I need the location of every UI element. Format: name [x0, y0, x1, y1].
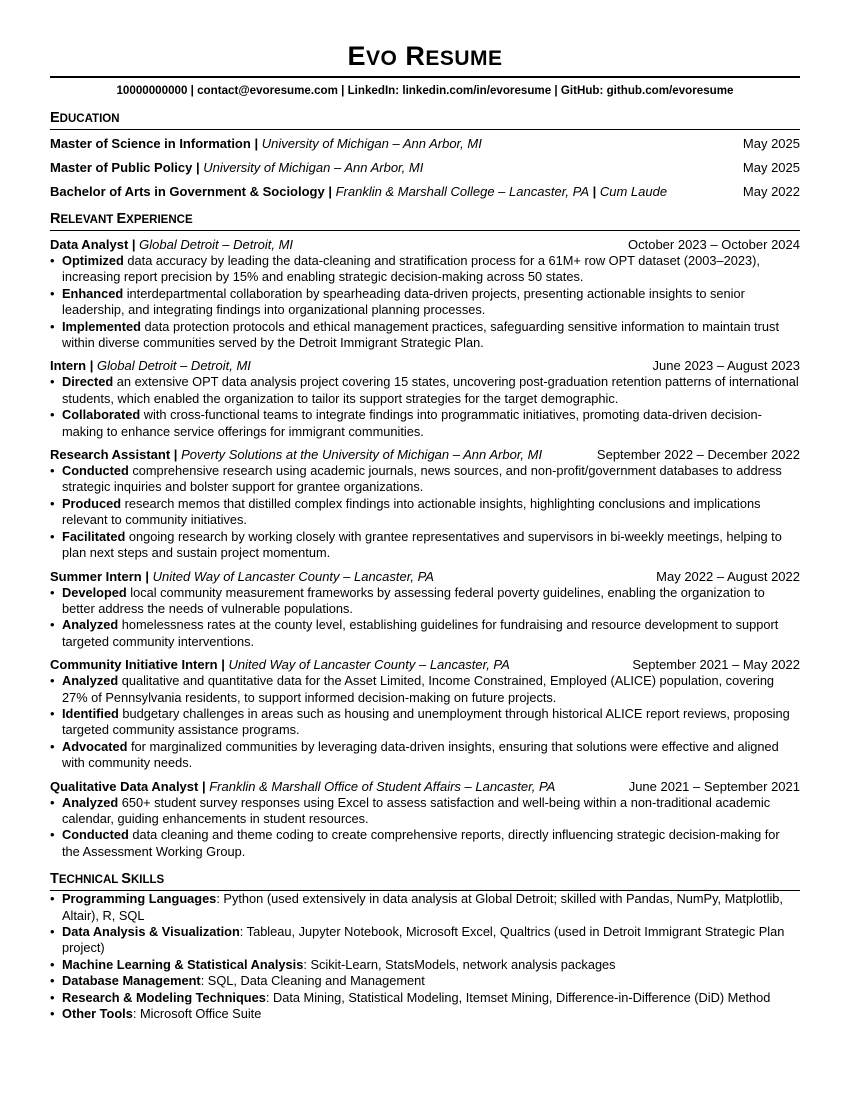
job-role: Summer Intern — [50, 568, 142, 584]
job-header: Intern | Global Detroit – Detroit, MI June 2023 – August 2023 — [50, 358, 800, 374]
job-bullet: • Conducted comprehensive research using academic journals, news sources, and non-profit/government databases to address strategic inquiries and bolster support for grantee organizations. — [50, 463, 800, 496]
job-role: Qualitative Data Analyst — [50, 778, 199, 794]
contact-line: 10000000000 | contact@evoresume.com | LinkedIn: linkedin.com/in/evoresume | GitHub: github.com/evoresume — [116, 84, 734, 97]
job-org: United Way of Lancaster County – Lancaster, PA — [228, 657, 510, 673]
job-date: June 2023 – August 2023 — [652, 358, 800, 374]
education-date: May 2022 — [742, 184, 800, 199]
skills-heading: TECHNICAL SKILLS — [50, 870, 800, 891]
job-entry — [50, 447, 800, 561]
school: University of Michigan – Ann Arbor, MI — [261, 136, 482, 151]
job-header: Data Analyst | Global Detroit – Detroit, MI October 2023 – October 2024 — [50, 237, 800, 252]
job-header: Research Assistant | Poverty Solutions at the University of Michigan – Ann Arbor, MI September 2022 – December 2022 — [50, 447, 800, 463]
resume-page — [50, 40, 800, 1022]
job-org: Franklin & Marshall Office of Student Affairs – Lancaster, PA — [209, 778, 556, 794]
school: Franklin & Marshall College – Lancaster, PA — [335, 184, 589, 199]
job-bullets — [50, 673, 800, 771]
honors: Cum Laude — [599, 184, 668, 199]
job-bullets — [50, 795, 800, 861]
education-list — [50, 136, 800, 200]
job-bullet: • Analyzed qualitative and quantitative data for the Asset Limited, Income Constrained, Employed (ALICE) population, covering 27% of Pennsylvania residents, to support informed decision-making on future projects. — [50, 673, 800, 706]
job-bullet: • Facilitated ongoing research by working closely with grantee representatives and supervisors in bi-weekly meetings, helping to plan next steps and sustain project momentum. — [50, 529, 800, 562]
job-role: Community Initiative Intern — [50, 657, 218, 673]
job-bullet: • Directed an extensive OPT data analysis project covering 15 states, uncovering post-graduation retention patterns of international students, which enabled the organization to tailor its support strategies for the target demographic. — [50, 374, 800, 407]
job-bullet: • Produced research memos that distilled complex findings into actionable insights, highlighting conclusions and implications relevant to community initiatives. — [50, 496, 800, 529]
degree: Master of Science in Information — [50, 136, 251, 151]
job-bullet: • Optimized data accuracy by leading the data-cleaning and stratification process for a 61M+ row OPT dataset (2003–2023), increasing report precision by 15% and enabling strategic decision-making across 50 states. — [50, 253, 800, 286]
job-bullets — [50, 585, 800, 651]
education-entry: Master of Science in Information | University of Michigan – Ann Arbor, MI May 2025 — [50, 136, 800, 151]
job-org: Global Detroit – Detroit, MI — [139, 237, 294, 252]
job-date: September 2021 – May 2022 — [632, 657, 800, 673]
skill-item: • Research & Modeling Techniques: Data Mining, Statistical Modeling, Itemset Mining, Difference-in-Difference (DiD) Method — [50, 990, 800, 1006]
skill-item: • Machine Learning & Statistical Analysis: Scikit-Learn, StatsModels, network analysis packages — [50, 957, 800, 973]
job-date: May 2022 – August 2022 — [656, 568, 800, 584]
job-bullet: • Analyzed 650+ student survey responses using Excel to assess satisfaction and well-being within a non-traditional academic calendar, guiding enhancements in student resources. — [50, 795, 800, 828]
job-bullet: • Developed local community measurement frameworks by assessing federal poverty guidelines, enabling the organization to better address the needs of vulnerable populations. — [50, 585, 800, 618]
degree: Bachelor of Arts in Government & Sociology — [50, 184, 325, 199]
job-entry — [50, 237, 800, 351]
education-heading: EDUCATION — [50, 109, 800, 130]
job-role: Data Analyst — [50, 237, 129, 252]
job-header: Community Initiative Intern | United Way of Lancaster County – Lancaster, PA September 2021 – May 2022 — [50, 657, 800, 673]
job-header: Qualitative Data Analyst | Franklin & Marshall Office of Student Affairs – Lancaster, PA June 2021 – September 2021 — [50, 778, 800, 794]
degree: Master of Public Policy — [50, 160, 193, 175]
job-bullets — [50, 253, 800, 351]
header-rule — [50, 76, 800, 78]
job-entry — [50, 657, 800, 771]
resume-name: EVO RESUME — [347, 41, 503, 71]
job-date: October 2023 – October 2024 — [627, 237, 800, 252]
job-bullet: • Advocated for marginalized communities by leveraging data-driven insights, ensuring that solutions were effective and aligned with community needs. — [50, 739, 800, 772]
education-entry: Master of Public Policy | University of Michigan – Ann Arbor, MI May 2025 — [50, 160, 800, 175]
experience-list — [50, 237, 800, 860]
skill-item: • Other Tools: Microsoft Office Suite — [50, 1006, 800, 1022]
job-date: June 2021 – September 2021 — [628, 778, 800, 794]
job-entry — [50, 779, 800, 861]
job-bullet: • Conducted data cleaning and theme coding to create comprehensive reports, directly influencing strategic decision-making for the Assessment Working Group. — [50, 827, 800, 860]
job-role: Research Assistant — [50, 447, 171, 463]
job-header: Summer Intern | United Way of Lancaster County – Lancaster, PA May 2022 – August 2022 — [50, 568, 800, 584]
education-entry: Bachelor of Arts in Government & Sociology | Franklin & Marshall College – Lancaster, PA | Cum Laude May 2022 — [50, 184, 800, 199]
skill-item: • Programming Languages: Python (used extensively in data analysis at Global Detroit; skilled with Pandas, NumPy, Matplotlib, Altair), R, SQL — [50, 891, 800, 924]
skill-item: • Data Analysis & Visualization: Tableau, Jupyter Notebook, Microsoft Excel, Qualtrics (used in Detroit Immigrant Strategic Plan project) — [50, 924, 800, 957]
skill-item: • Database Management: SQL, Data Cleaning and Management — [50, 973, 800, 989]
job-org: Poverty Solutions at the University of Michigan – Ann Arbor, MI — [181, 447, 543, 463]
skills-list — [50, 891, 800, 1022]
job-bullet: • Implemented data protection protocols and ethical management practices, safeguarding sensitive information to maintain trust within diverse communities served by the Detroit Immigrant Strategic Plan. — [50, 319, 800, 352]
job-bullets — [50, 463, 800, 561]
job-date: September 2022 – December 2022 — [596, 447, 800, 463]
job-org: United Way of Lancaster County – Lancaster, PA — [152, 568, 434, 584]
school: University of Michigan – Ann Arbor, MI — [203, 160, 424, 175]
job-bullets — [50, 374, 800, 440]
job-bullet: • Enhanced interdepartmental collaboration by spearheading data-driven projects, presenting actionable insights to senior leadership, and integrating findings into organizational planning processes. — [50, 286, 800, 319]
education-date: May 2025 — [742, 160, 800, 175]
job-bullet: • Analyzed homelessness rates at the county level, establishing guidelines for fundraising and resource development to support targeted community interventions. — [50, 617, 800, 650]
job-bullet: • Collaborated with cross-functional teams to integrate findings into programmatic initiatives, promoting data-driven decision-making to enhance service offerings for immigrant communities. — [50, 407, 800, 440]
education-date: May 2025 — [742, 136, 800, 151]
job-entry — [50, 358, 800, 440]
experience-heading: RELEVANT EXPERIENCE — [50, 210, 800, 231]
job-role: Intern — [50, 358, 87, 374]
job-bullet: • Identified budgetary challenges in areas such as housing and unemployment through historical ALICE report reviews, proposing targeted community assistance programs. — [50, 706, 800, 739]
job-org: Global Detroit – Detroit, MI — [97, 358, 251, 374]
job-entry — [50, 569, 800, 651]
